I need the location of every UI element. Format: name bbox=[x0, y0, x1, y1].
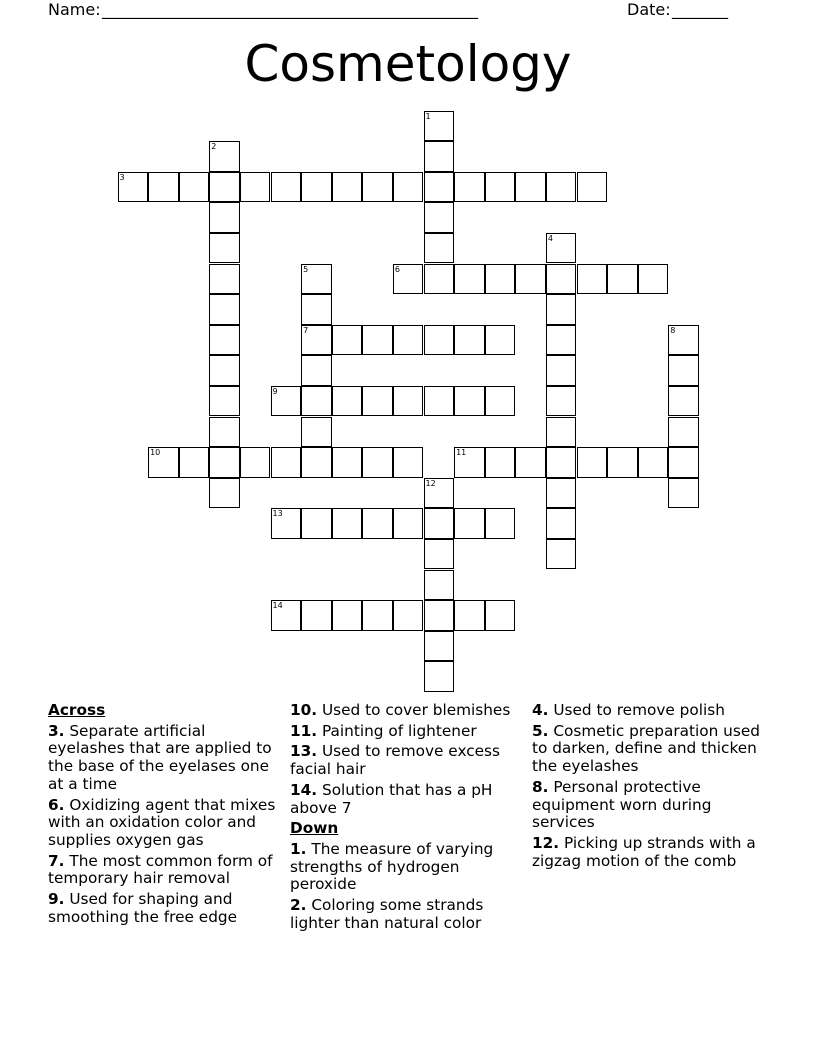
name-line[interactable]: _______________________________________________ bbox=[102, 0, 478, 19]
grid-cell[interactable] bbox=[301, 355, 332, 386]
clue-across-14 bbox=[290, 782, 526, 817]
grid-cell[interactable] bbox=[485, 172, 516, 203]
grid-cell[interactable] bbox=[271, 508, 302, 539]
date-label: Date: bbox=[627, 0, 671, 19]
grid-cell[interactable] bbox=[454, 325, 485, 356]
grid-cell[interactable] bbox=[301, 264, 332, 295]
grid-cell[interactable] bbox=[454, 447, 485, 478]
clue-column-3 bbox=[532, 702, 772, 873]
clue-text: Separate artificial eyelashes that are applied to the base of the eyelases one at a time bbox=[48, 721, 272, 793]
clue-number: 9. bbox=[48, 890, 65, 909]
grid-cell[interactable] bbox=[668, 355, 699, 386]
grid-cell[interactable] bbox=[485, 264, 516, 295]
clue-number: 13. bbox=[290, 742, 318, 761]
grid-cell[interactable] bbox=[362, 508, 393, 539]
grid-cell[interactable] bbox=[179, 447, 210, 478]
clue-number: 4. bbox=[532, 701, 549, 719]
grid-cell[interactable] bbox=[209, 386, 240, 417]
clue-across-13 bbox=[290, 743, 526, 778]
grid-cell[interactable] bbox=[240, 172, 271, 203]
grid-cell[interactable] bbox=[577, 264, 608, 295]
grid-cell[interactable] bbox=[362, 172, 393, 203]
down-heading: Down bbox=[290, 819, 339, 838]
clue-down-4 bbox=[532, 702, 772, 720]
cell-number: 2 bbox=[211, 142, 217, 152]
cell-number: 4 bbox=[547, 233, 553, 243]
clue-number: 6. bbox=[48, 795, 65, 814]
grid-cell[interactable] bbox=[546, 294, 577, 325]
clue-text: Personal protective equipment worn during services bbox=[532, 777, 712, 832]
grid-cell[interactable] bbox=[271, 600, 302, 631]
grid-cell[interactable] bbox=[485, 325, 516, 356]
grid-cell[interactable] bbox=[668, 386, 699, 417]
clue-text: Used for shaping and smoothing the free edge bbox=[48, 890, 238, 926]
grid-cell[interactable] bbox=[546, 264, 577, 295]
clue-down-5 bbox=[532, 723, 772, 776]
grid-cell[interactable] bbox=[393, 325, 424, 356]
grid-cell[interactable] bbox=[118, 172, 149, 203]
clue-number: 12. bbox=[532, 833, 560, 852]
name-label: Name: bbox=[48, 0, 101, 19]
grid-cell[interactable] bbox=[362, 447, 393, 478]
cell-number: 5 bbox=[303, 264, 309, 274]
grid-cell[interactable] bbox=[424, 264, 455, 295]
clue-number: 5. bbox=[532, 721, 549, 740]
grid-cell[interactable] bbox=[209, 172, 240, 203]
grid-cell[interactable] bbox=[607, 447, 638, 478]
grid-cell[interactable] bbox=[209, 141, 240, 172]
grid-cell[interactable] bbox=[577, 172, 608, 203]
grid-cell[interactable] bbox=[638, 264, 669, 295]
grid-cell[interactable] bbox=[209, 417, 240, 448]
clue-text: The most common form of temporary hair removal bbox=[48, 851, 273, 888]
grid-cell[interactable] bbox=[546, 325, 577, 356]
grid-cell[interactable] bbox=[546, 508, 577, 539]
grid-cell[interactable] bbox=[301, 600, 332, 631]
grid-cell[interactable] bbox=[424, 508, 455, 539]
grid-cell[interactable] bbox=[424, 570, 455, 601]
grid-cell[interactable] bbox=[393, 600, 424, 631]
cell-number: 12 bbox=[425, 478, 436, 488]
grid-cell[interactable] bbox=[424, 631, 455, 662]
grid-cell[interactable] bbox=[332, 386, 363, 417]
clue-text: Used to remove polish bbox=[553, 701, 725, 719]
grid-cell[interactable] bbox=[668, 447, 699, 478]
grid-cell[interactable] bbox=[424, 661, 455, 692]
grid-cell[interactable] bbox=[424, 233, 455, 264]
clue-text: The measure of varying strengths of hydrogen peroxide bbox=[290, 839, 494, 894]
grid-cell[interactable] bbox=[546, 539, 577, 570]
grid-cell[interactable] bbox=[424, 478, 455, 509]
clue-down-1 bbox=[290, 841, 526, 894]
grid-cell[interactable] bbox=[393, 447, 424, 478]
grid-cell[interactable] bbox=[454, 172, 485, 203]
clue-number: 1. bbox=[290, 839, 307, 858]
clue-text: Used to cover blemishes bbox=[321, 701, 511, 719]
clue-down-2 bbox=[290, 897, 526, 932]
grid-cell[interactable] bbox=[668, 417, 699, 448]
grid-cell[interactable] bbox=[209, 294, 240, 325]
clue-number: 3. bbox=[48, 721, 65, 740]
puzzle-title: Cosmetology bbox=[244, 35, 572, 93]
clue-text: Painting of lightener bbox=[321, 721, 477, 740]
date-line[interactable]: _______ bbox=[672, 0, 728, 19]
cell-number: 7 bbox=[303, 325, 309, 335]
clue-text: Solution that has a pH above 7 bbox=[290, 780, 493, 817]
clue-number: 14. bbox=[290, 780, 318, 799]
grid-cell[interactable] bbox=[209, 325, 240, 356]
grid-cell[interactable] bbox=[332, 325, 363, 356]
grid-cell[interactable] bbox=[240, 447, 271, 478]
clue-across-3 bbox=[48, 723, 284, 794]
clue-number: 2. bbox=[290, 896, 307, 915]
grid-cell[interactable] bbox=[301, 172, 332, 203]
grid-cell[interactable] bbox=[515, 264, 546, 295]
grid-cell[interactable] bbox=[424, 202, 455, 233]
grid-cell[interactable] bbox=[209, 202, 240, 233]
cell-number: 8 bbox=[670, 325, 676, 335]
clue-text: Cosmetic preparation used to darken, define and thicken the eyelashes bbox=[532, 721, 760, 776]
grid-cell[interactable] bbox=[332, 447, 363, 478]
clue-number: 8. bbox=[532, 777, 549, 796]
clue-down-12 bbox=[532, 835, 772, 870]
grid-cell[interactable] bbox=[668, 478, 699, 509]
grid-cell[interactable] bbox=[148, 172, 179, 203]
clue-column-2 bbox=[290, 702, 526, 935]
clue-across-7 bbox=[48, 853, 284, 888]
grid-cell[interactable] bbox=[515, 447, 546, 478]
clue-across-6 bbox=[48, 797, 284, 850]
clue-column-1 bbox=[48, 702, 284, 929]
clue-across-11 bbox=[290, 723, 526, 741]
cell-number: 9 bbox=[272, 386, 278, 396]
grid-cell[interactable] bbox=[454, 386, 485, 417]
grid-cell[interactable] bbox=[271, 172, 302, 203]
grid-cell[interactable] bbox=[424, 539, 455, 570]
grid-cell[interactable] bbox=[393, 172, 424, 203]
grid-cell[interactable] bbox=[424, 141, 455, 172]
clue-across-9 bbox=[48, 891, 284, 926]
grid-cell[interactable] bbox=[332, 172, 363, 203]
clue-across-10 bbox=[290, 702, 526, 720]
grid-cell[interactable] bbox=[546, 386, 577, 417]
grid-cell[interactable] bbox=[301, 417, 332, 448]
grid-cell[interactable] bbox=[209, 233, 240, 264]
clue-text: Used to remove excess facial hair bbox=[290, 742, 500, 779]
grid-cell[interactable] bbox=[393, 386, 424, 417]
grid-cell[interactable] bbox=[546, 447, 577, 478]
grid-cell[interactable] bbox=[546, 355, 577, 386]
grid-cell[interactable] bbox=[515, 172, 546, 203]
clue-number: 11. bbox=[290, 721, 318, 740]
grid-cell[interactable] bbox=[301, 508, 332, 539]
grid-cell[interactable] bbox=[424, 600, 455, 631]
grid-cell[interactable] bbox=[638, 447, 669, 478]
cell-number: 14 bbox=[272, 601, 283, 611]
grid-cell[interactable] bbox=[301, 447, 332, 478]
grid-cell[interactable] bbox=[271, 386, 302, 417]
clue-number: 10. bbox=[290, 701, 318, 719]
grid-cell[interactable] bbox=[362, 600, 393, 631]
grid-cell[interactable] bbox=[393, 264, 424, 295]
grid-cell[interactable] bbox=[546, 417, 577, 448]
grid-cell[interactable] bbox=[209, 478, 240, 509]
grid-cell[interactable] bbox=[577, 447, 608, 478]
clue-number: 7. bbox=[48, 851, 65, 870]
clue-down-8 bbox=[532, 779, 772, 832]
grid-cell[interactable] bbox=[454, 600, 485, 631]
grid-cell[interactable] bbox=[424, 172, 455, 203]
cell-number: 10 bbox=[150, 448, 161, 458]
clue-text: Coloring some strands lighter than natural color bbox=[290, 896, 484, 932]
grid-cell[interactable] bbox=[179, 172, 210, 203]
across-heading: Across bbox=[48, 701, 106, 719]
grid-cell[interactable] bbox=[332, 600, 363, 631]
grid-cell[interactable] bbox=[209, 264, 240, 295]
grid-cell[interactable] bbox=[485, 447, 516, 478]
grid-cell[interactable] bbox=[454, 264, 485, 295]
grid-cell[interactable] bbox=[546, 233, 577, 264]
cell-number: 6 bbox=[394, 264, 400, 274]
grid-cell[interactable] bbox=[301, 294, 332, 325]
grid-cell[interactable] bbox=[424, 325, 455, 356]
cell-number: 1 bbox=[425, 111, 431, 121]
grid-cell[interactable] bbox=[362, 386, 393, 417]
grid-cell[interactable] bbox=[607, 264, 638, 295]
grid-cell[interactable] bbox=[485, 508, 516, 539]
clue-text: Oxidizing agent that mixes with an oxidation color and supplies oxygen gas bbox=[48, 795, 276, 849]
grid-cell[interactable] bbox=[301, 325, 332, 356]
grid-cell[interactable] bbox=[668, 325, 699, 356]
grid-cell[interactable] bbox=[301, 386, 332, 417]
grid-cell[interactable] bbox=[546, 478, 577, 509]
grid-cell[interactable] bbox=[485, 600, 516, 631]
grid-cell[interactable] bbox=[546, 172, 577, 203]
grid-cell[interactable] bbox=[393, 508, 424, 539]
cell-number: 13 bbox=[272, 509, 283, 519]
clue-text: Picking up strands with a zigzag motion of the comb bbox=[532, 833, 756, 870]
grid-cell[interactable] bbox=[271, 447, 302, 478]
grid-cell[interactable] bbox=[424, 386, 455, 417]
grid-cell[interactable] bbox=[209, 447, 240, 478]
grid-cell[interactable] bbox=[209, 355, 240, 386]
grid-cell[interactable] bbox=[485, 386, 516, 417]
grid-cell[interactable] bbox=[332, 508, 363, 539]
grid-cell[interactable] bbox=[454, 508, 485, 539]
grid-cell[interactable] bbox=[362, 325, 393, 356]
cell-number: 11 bbox=[456, 448, 467, 458]
grid-cell[interactable] bbox=[424, 111, 455, 142]
cell-number: 3 bbox=[119, 172, 125, 182]
grid-cell[interactable] bbox=[148, 447, 179, 478]
